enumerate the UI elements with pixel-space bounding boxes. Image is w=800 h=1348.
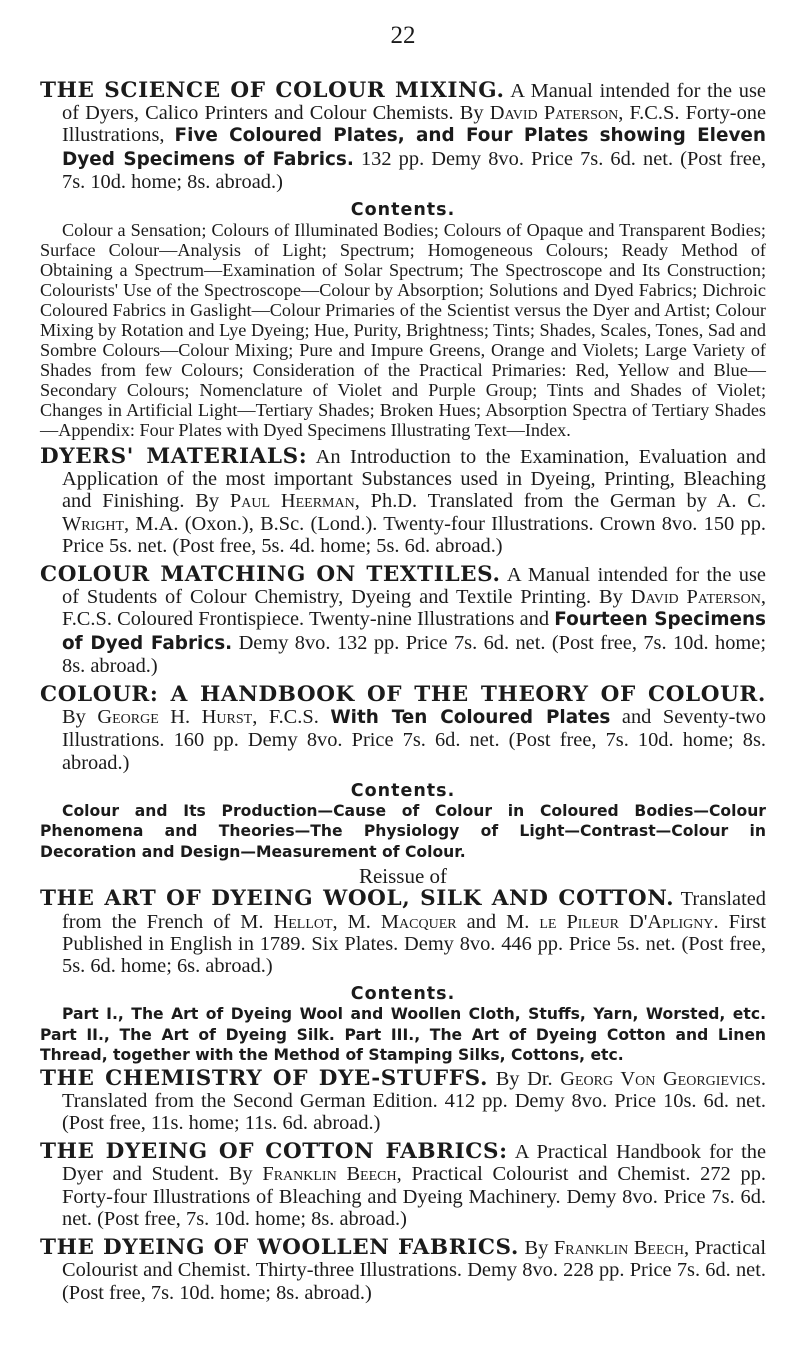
book-description: A Manual intended for the use of Dyers, Calico Printers and Colour Chemists. By xyxy=(62,80,766,125)
book-price: , Practical Colourist and Chemist. Thirty-three Illustrations. Demy 8vo. 228 pp. Price 7s. 6d. net. (Post free, 7s. 10d. home; 8s. abroad.) xyxy=(62,1237,766,1304)
contents-heading: Contents. xyxy=(350,984,456,1005)
book-entry-science-of-colour-mixing xyxy=(40,80,766,193)
book-title: THE DYEING OF COTTON FABRICS: xyxy=(40,1139,508,1165)
author-name: Paul Heerman xyxy=(229,490,355,513)
contents-heading: Contents. xyxy=(350,200,456,221)
book-title: THE SCIENCE OF COLOUR MIXING. xyxy=(40,78,505,103)
book-description: By Dr. xyxy=(488,1067,561,1090)
book-feature: Five Coloured Plates, and Four Plates showing Eleven Dyed Specimens of Fabrics. xyxy=(62,125,766,170)
book-entry-chemistry-of-dye-stuffs xyxy=(40,1065,767,1135)
contents-heading: Contents. xyxy=(350,780,456,801)
book-price: , M.A. (Oxon.), B.Sc. (Lond.). Twenty-four Illustrations. Crown 8vo. 150 pp. Price 5s. net. (Post free, 5s. 4d. home; 5s. 6d. abroad.) xyxy=(62,512,766,557)
book-title: DYERS' MATERIALS: xyxy=(40,444,308,470)
book-entry-dyeing-cotton-fabrics xyxy=(40,1141,766,1230)
book-description: , Ph.D. Translated from the German by A. C. xyxy=(354,490,766,513)
book-title: THE DYEING OF WOOLLEN FABRICS. xyxy=(40,1235,519,1261)
author-name: David Paterson xyxy=(630,586,761,609)
contents-text: Colour and Its Production—Cause of Colour in Coloured Bodies—Colour Phenomena and Theories—The Physiology of Light—Contrast—Colour in Decoration and Design—Measurement of Colour. xyxy=(40,801,766,861)
book-description: , F.C.S. Coloured Frontispiece. Twenty-nine Illustrations and xyxy=(62,586,766,631)
book-description: , M. xyxy=(332,910,381,933)
book-description: Translated from the French of M. xyxy=(62,888,766,933)
author-name: David Paterson xyxy=(489,102,619,125)
page-number: 22 xyxy=(390,22,416,49)
book-description: A Manual intended for the use of Students of Colour Chemistry, Dyeing and Textile Printing. By xyxy=(62,564,766,609)
author-name: Hellot xyxy=(273,910,333,933)
author-name: Franklin Beech xyxy=(553,1237,684,1260)
book-entry-colour-handbook xyxy=(40,684,766,774)
book-entry-art-of-dyeing xyxy=(40,888,766,977)
author-name: Franklin Beech xyxy=(262,1163,397,1186)
translator-name: Wright xyxy=(62,512,125,535)
book-price: . First Published in English in 1789. Six Plates. Demy 8vo. 446 pp. Price 5s. net. (Post free, 5s. 6d. home; 6s. abroad.) xyxy=(62,910,767,977)
book-entry-dyers-materials xyxy=(40,446,766,557)
book-entry-dyeing-woollen-fabrics xyxy=(40,1237,766,1304)
author-name: Georg Von Georgievics xyxy=(560,1067,761,1090)
book-description: , F.C.S. Forty-one Illustrations, xyxy=(62,102,767,147)
contents-text: Part I., The Art of Dyeing Wool and Woollen Cloth, Stuffs, Yarn, Worsted, etc. Part II., The Art of Dyeing Silk. Part III., The Art of Dyeing Cotton and Linen Thread, together with the Method of Stamping Silks, Cottons, etc. xyxy=(40,1005,766,1065)
book-title: COLOUR: A HANDBOOK OF THE THEORY OF COLOUR. xyxy=(40,682,766,708)
book-description: A Practical Handbook for the Dyer and Student. By xyxy=(62,1141,766,1186)
book-description: By xyxy=(518,1237,554,1260)
book-description: and M. xyxy=(456,910,540,933)
contents-text: Colour a Sensation; Colours of Illuminated Bodies; Colours of Opaque and Transparent Bodies; Surface Colour—Analysis of Light; Spectrum; Homogeneous Colours; Ready Method of Obtaining a Spectrum—Examination of Solar Spectrum; The Spectroscope and Its Construction; Colourists' Use of the Spectroscope—Colour by Absorption; Solutions and Dyed Fabrics; Dichroic Coloured Fabrics in Gaslight—Colour Primaries of the Scientist versus the Dyer and Artist; Colour Mixing by Rotation and Lye Dyeing; Hue, Purity, Brightness; Tints; Shades, Scales, Tones, Sad and Sombre Colours—Colour Mixing; Pure and Impure Greens, Orange and Violets; Large Variety of Shades from few Colours; Consideration of the Practical Primaries: Red, Yellow and Blue—Secondary Colours; Nomenclature of Violet and Purple Group; Tints and Shades of Violet; Changes in Artificial Light—Tertiary Shades; Broken Hues; Absorption Spectra of Tertiary Shades—Appendix: Four Plates with Dyed Specimens Illustrating Text—Index. xyxy=(40,220,766,441)
book-price: 132 pp. Demy 8vo. Price 7s. 6d. net. (Post free, 7s. 10d. home; 8s. abroad.) xyxy=(62,147,766,193)
book-price: Demy 8vo. 132 pp. Price 7s. 6d. net. (Post free, 7s. 10d. home; 8s. abroad.) xyxy=(62,631,766,677)
book-title: THE ART OF DYEING WOOL, SILK AND COTTON. xyxy=(40,886,675,912)
author-name: le Pileur D'Apligny xyxy=(539,910,714,933)
book-title: THE CHEMISTRY OF DYE-STUFFS. xyxy=(40,1065,489,1091)
book-entry-colour-matching xyxy=(40,564,766,677)
reissue-label: Reissue of xyxy=(358,864,448,889)
book-price: and Seventy-two Illustrations. 160 pp. Demy 8vo. Price 7s. 6d. net. (Post free, 7s. 10d. home; 8s. abroad.) xyxy=(62,706,766,774)
author-name: Macquer xyxy=(380,910,457,933)
book-feature: Fourteen Specimens of Dyed Fabrics. xyxy=(62,609,766,654)
book-price: , Practical Colourist and Chemist. 272 pp. Forty-four Illustrations of Bleaching and Dyeing Machinery. Demy 8vo. Price 7s. 6d. net. (Post free, 7s. 10d. home; 8s. abroad.) xyxy=(62,1163,766,1230)
book-price: . Translated from the Second German Edition. 412 pp. Demy 8vo. Price 10s. 6d. net. (Post free, 11s. home; 11s. 6d. abroad.) xyxy=(62,1067,767,1135)
author-name: George H. Hurst xyxy=(97,706,253,729)
book-description: , F.C.S. xyxy=(252,706,331,729)
book-feature: With Ten Coloured Plates xyxy=(330,707,611,729)
book-description: An Introduction to the Examination, Evaluation and Application of the most important Substances used in Dyeing, Printing, Bleaching and Finishing. By xyxy=(62,446,766,513)
book-title: COLOUR MATCHING ON TEXTILES. xyxy=(40,562,501,588)
book-description: By xyxy=(62,706,98,729)
